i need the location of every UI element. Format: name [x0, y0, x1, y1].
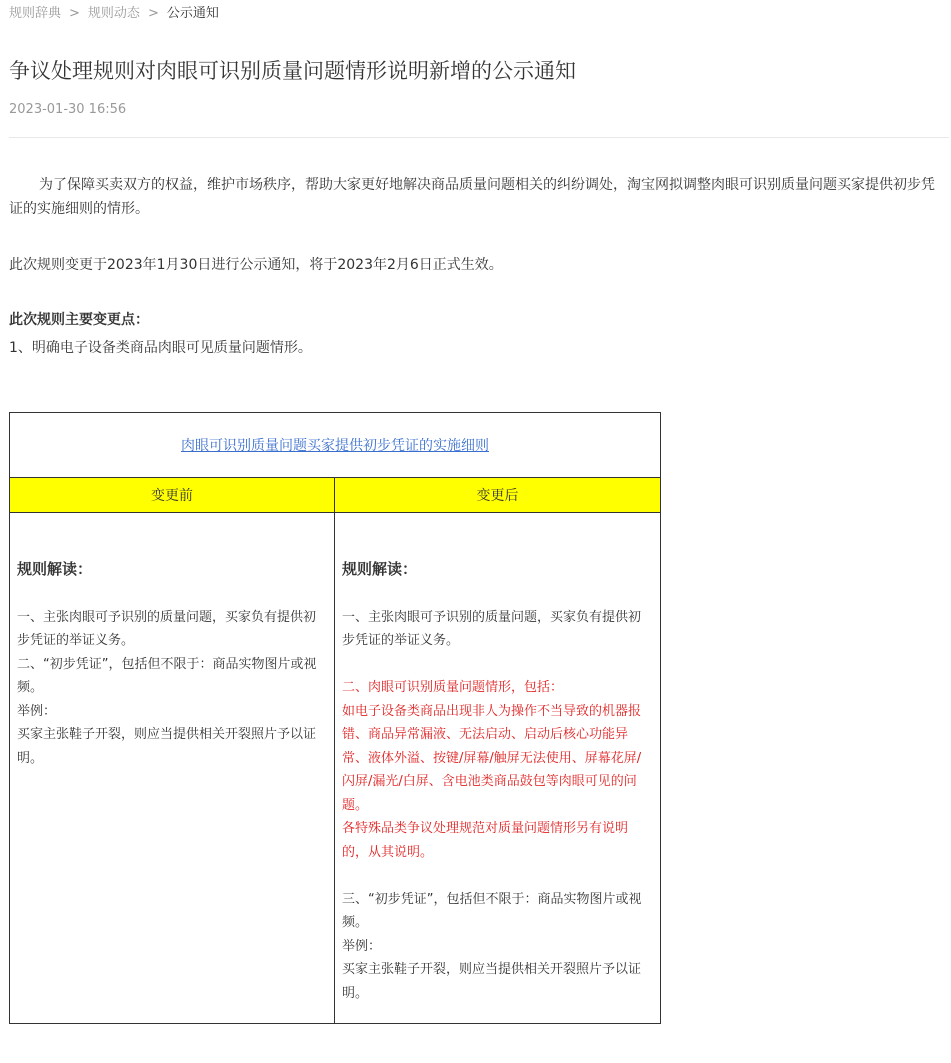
publish-time: 2023-01-30 16:56	[9, 102, 127, 117]
before-line: 买家主张鞋子开裂，则应当提供相关开裂照片予以证明。	[17, 727, 317, 766]
intro-paragraph: 为了保障买卖双方的权益，维护市场秩序，帮助大家更好地解决商品质量问题相关的纠纷调处，淘宝网拟调整肉眼可识别质量问题买家提供初步凭证的实施细则的情形。	[9, 177, 935, 217]
page-title: 争议处理规则对肉眼可识别质量问题情形说明新增的公示通知	[9, 59, 576, 83]
after-line: 三、“初步凭证”，包括但不限于：商品实物图片或视频。	[342, 891, 642, 930]
before-line: 二、“初步凭证”，包括但不限于：商品实物图片或视频。	[17, 656, 317, 695]
column-header-after: 变更后	[335, 478, 661, 513]
title-divider	[9, 137, 949, 138]
breadcrumb-item-announcement: 公示通知	[166, 6, 219, 21]
rule-detail-link[interactable]: 肉眼可识别质量问题买家提供初步凭证的实施细则	[181, 438, 489, 454]
effective-date-paragraph: 此次规则变更于2023年1月30日进行公示通知，将于2023年2月6日正式生效。	[9, 257, 503, 273]
breadcrumb	[9, 5, 219, 23]
change-item-1: 1、明确电子设备类商品肉眼可见质量问题情形。	[9, 340, 312, 356]
after-highlight-line: 二、肉眼可识别质量问题情形，包括：	[342, 680, 564, 695]
breadcrumb-separator: >	[147, 6, 159, 21]
after-line: 举例：	[342, 938, 382, 954]
column-header-before: 变更前	[10, 478, 335, 513]
rule-comparison-table	[9, 412, 661, 1024]
after-highlight-line: 各特殊品类争议处理规范对质量问题情形另有说明的，从其说明。	[342, 821, 629, 860]
breadcrumb-item-rules-news[interactable]: 规则动态	[87, 6, 140, 21]
before-heading: 规则解读：	[17, 560, 93, 578]
after-highlight-line: 如电子设备类商品出现非人为操作不当导致的机器报错、商品异常漏液、无法启动、启动后核心功能异常、液体外溢、按键/屏幕/触屏无法使用、屏幕花屏/闪屏/漏光/白屏、含电池类商品鼓包等肉眼可见的问题。	[342, 703, 642, 813]
after-line: 一、主张肉眼可予识别的质量问题，买家负有提供初步凭证的举证义务。	[342, 609, 642, 648]
after-content-cell	[335, 513, 661, 1024]
after-heading: 规则解读：	[342, 560, 418, 578]
before-line: 一、主张肉眼可予识别的质量问题，买家负有提供初步凭证的举证义务。	[17, 609, 317, 648]
after-line: 买家主张鞋子开裂，则应当提供相关开裂照片予以证明。	[342, 962, 642, 1001]
before-line: 举例：	[17, 703, 57, 719]
breadcrumb-item-rules-dictionary[interactable]: 规则辞典	[9, 6, 62, 21]
before-content-cell	[10, 513, 335, 1024]
table-caption-cell	[10, 413, 661, 478]
breadcrumb-separator: >	[69, 6, 80, 21]
changes-heading: 此次规则主要变更点：	[9, 312, 149, 328]
